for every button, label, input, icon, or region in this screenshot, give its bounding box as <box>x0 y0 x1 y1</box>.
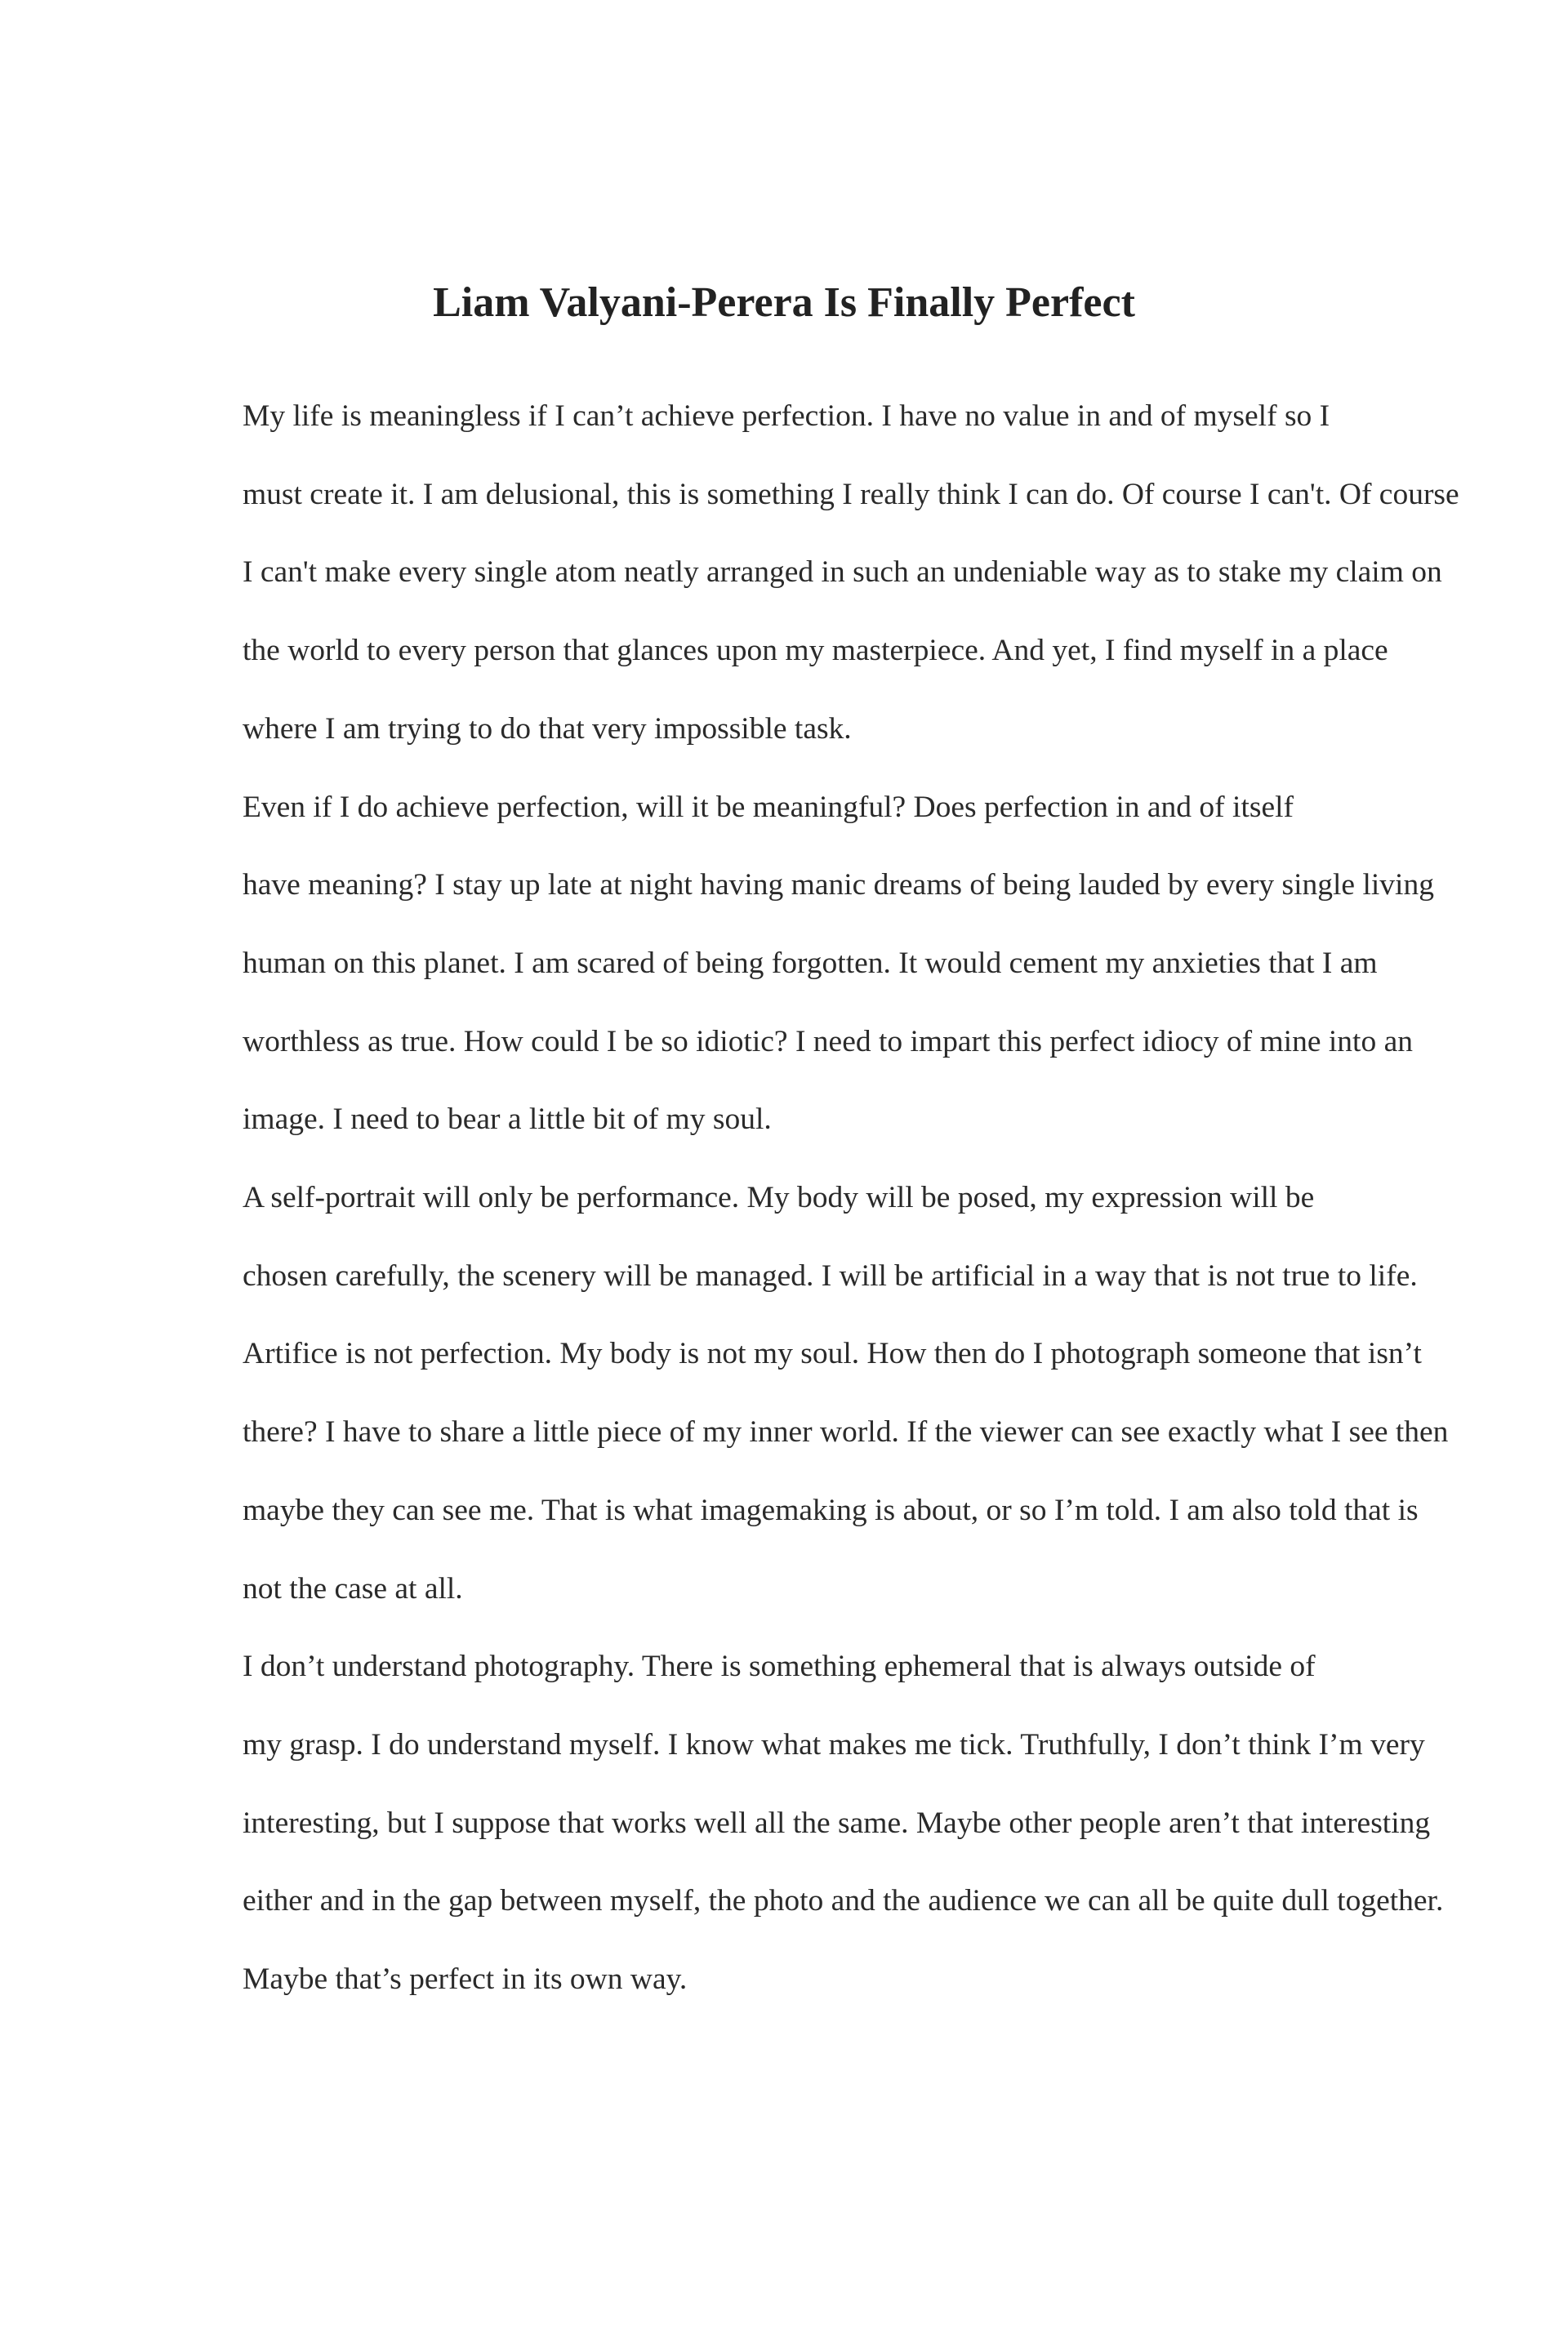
text-line: human on this planet. I am scared of being forgotten. It would cement my anxieties that I am <box>243 946 1378 980</box>
text-line: either and in the gap between myself, the photo and the audience we can all be quite dull together. <box>243 1884 1444 1918</box>
text-line: Maybe that’s perfect in its own way. <box>243 1962 688 1997</box>
text-line: my grasp. I do understand myself. I know what makes me tick. Truthfully, I don’t think I’m very <box>243 1727 1425 1762</box>
text-line: there? I have to share a little piece of my inner world. If the viewer can see exactly what I see then <box>243 1415 1449 1450</box>
text-line: Even if I do achieve perfection, will it be meaningful? Does perfection in and of itself <box>243 790 1294 824</box>
text-line: the world to every person that glances upon my masterpiece. And yet, I find myself in a place <box>243 634 1388 668</box>
text-line: My life is meaningless if I can’t achieve perfection. I have no value in and of myself so I <box>243 399 1330 433</box>
text-line: must create it. I am delusional, this is something I really think I can do. Of course I can't. Of course <box>243 477 1459 511</box>
text-line: Artifice is not perfection. My body is not my soul. How then do I photograph someone that isn’t <box>243 1337 1422 1371</box>
text-line: have meaning? I stay up late at night having manic dreams of being lauded by every single living <box>243 868 1434 902</box>
text-line: I don’t understand photography. There is something ephemeral that is always outside of <box>243 1650 1316 1684</box>
text-line: interesting, but I suppose that works well all the same. Maybe other people aren’t that interesting <box>243 1806 1431 1840</box>
text-line: where I am trying to do that very impossible task. <box>243 711 852 746</box>
text-line: chosen carefully, the scenery will be managed. I will be artificial in a way that is not true to life. <box>243 1258 1418 1293</box>
paragraph <box>131 768 1437 1160</box>
paragraph <box>131 1159 1449 1628</box>
paragraph <box>131 377 1459 768</box>
text-line: image. I need to bear a little bit of my soul. <box>243 1102 772 1137</box>
text-line: I can't make every single atom neatly arranged in such an undeniable way as to stake my claim on <box>243 555 1442 590</box>
document-body <box>131 377 1459 2019</box>
paragraph <box>131 1628 1444 2019</box>
document-title: Liam Valyani-Perera Is Finally Perfect <box>433 279 1135 326</box>
text-line: not the case at all. <box>243 1571 463 1606</box>
text-line: A self-portrait will only be performance. My body will be posed, my expression will be <box>243 1181 1315 1215</box>
text-line: worthless as true. How could I be so idiotic? I need to impart this perfect idiocy of mine into an <box>243 1024 1413 1058</box>
text-line: maybe they can see me. That is what imagemaking is about, or so I’m told. I am also told that is <box>243 1493 1419 1527</box>
